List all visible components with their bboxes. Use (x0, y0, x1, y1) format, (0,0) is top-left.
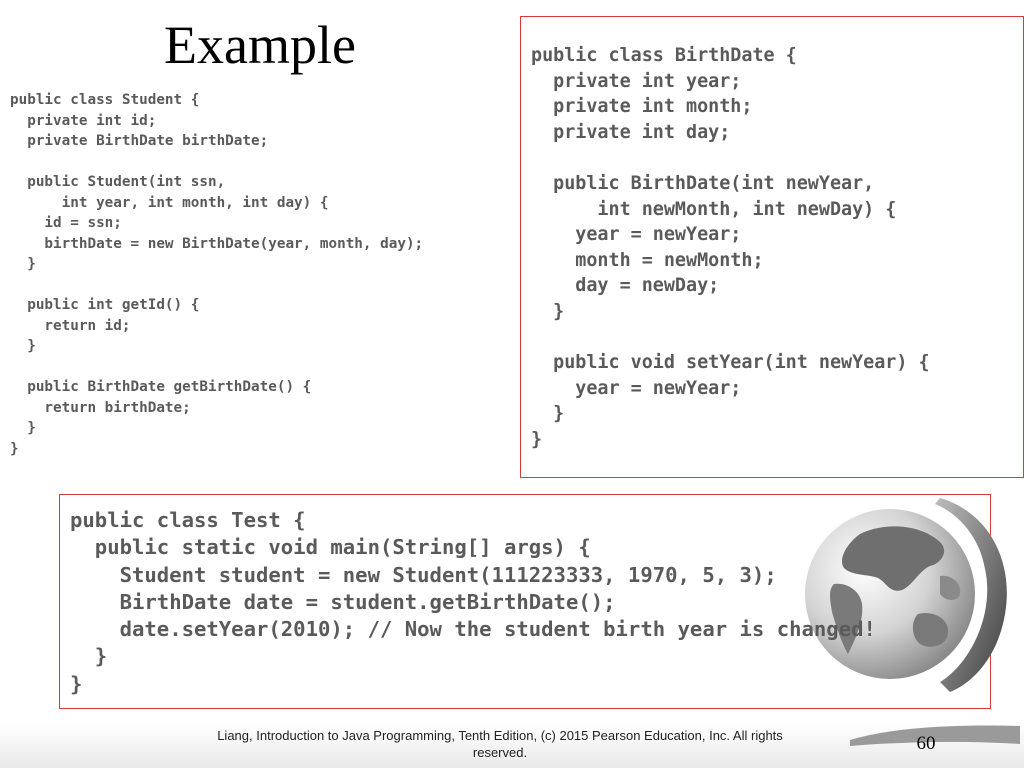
code-line: private int id; (10, 112, 157, 129)
code-line: day = newDay; (531, 275, 720, 297)
code-line: } (10, 256, 36, 272)
code-line: birthDate = new BirthDate(year, month, day); (10, 235, 424, 252)
code-line: int year, int month, int day) { (10, 194, 329, 211)
code-line: month = newMonth; (531, 249, 764, 271)
code-line: public class Student { (10, 92, 200, 108)
page-number: 60 (916, 733, 936, 754)
code-line: public Student(int ssn, (10, 174, 226, 190)
code-line (10, 357, 423, 378)
code-line: private int day; (531, 121, 731, 143)
code-line: id = ssn; (10, 215, 122, 231)
code-line (531, 325, 930, 351)
code-line: } (70, 671, 83, 696)
code-line: BirthDate date = student.getBirthDate(); (70, 589, 616, 614)
code-line: } (10, 338, 36, 354)
code-line: private BirthDate birthDate; (10, 133, 269, 149)
code-line: public class Test { (70, 508, 306, 532)
code-line: public int getId() { (10, 297, 200, 313)
code-line: public class BirthDate { (531, 45, 797, 66)
code-line: return id; (10, 317, 131, 334)
code-line: } (70, 644, 108, 669)
code-line: } (531, 403, 565, 425)
code-line: public static void main(String[] args) { (70, 535, 591, 560)
code-line: year = newYear; (531, 224, 742, 246)
code-line: year = newYear; (531, 377, 742, 399)
code-line (10, 275, 423, 296)
code-line: int newMonth, int newDay) { (531, 198, 897, 220)
code-line: public void setYear(int newYear) { (531, 352, 930, 374)
code-line: public BirthDate getBirthDate() { (10, 379, 312, 395)
birthdate-class-code (531, 43, 930, 453)
code-line: date.setYear(2010); // Now the student birth year is changed! (70, 617, 876, 642)
code-line: public BirthDate(int newYear, (531, 172, 875, 194)
code-line: } (531, 428, 543, 450)
code-line (531, 145, 930, 171)
code-line: } (10, 440, 19, 457)
student-class-code (10, 90, 423, 459)
slide-title: Example (164, 15, 356, 75)
code-line (10, 152, 423, 173)
code-line: Student student = new Student(111223333, 1970, 5, 3); (70, 562, 777, 587)
code-line: return birthDate; (10, 399, 191, 416)
code-line: private int month; (531, 96, 753, 118)
code-line: } (531, 300, 565, 322)
code-line: private int year; (531, 70, 742, 92)
code-line: } (10, 420, 36, 436)
test-class-code (70, 507, 876, 698)
footer-copyright: Liang, Introduction to Java Programming, Tenth Edition, (c) 2015 Pearson Education, Inc. All rights reserved. (217, 728, 783, 760)
